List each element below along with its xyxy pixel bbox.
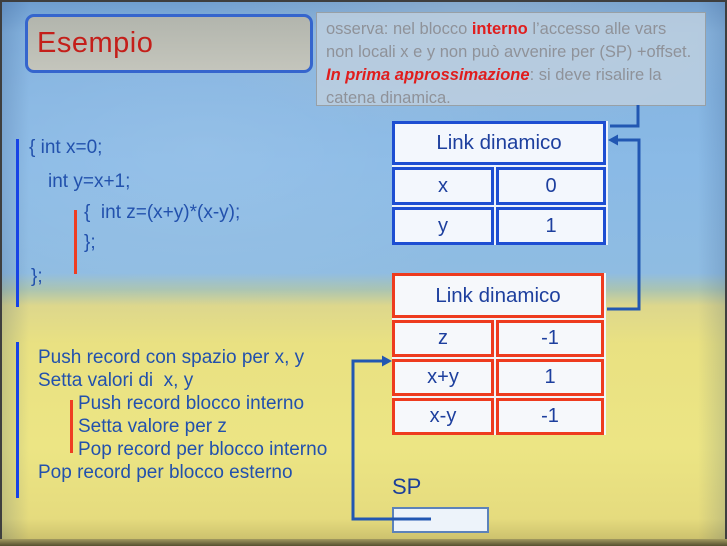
inner-table-var-z: z: [392, 320, 494, 357]
inner-table-val-xpy: 1: [496, 359, 604, 396]
outer-scope-bar: [16, 139, 19, 307]
steps-inner-scope-bar: [70, 400, 73, 453]
note-highlight-approssimazione: In prima approssimazione: [326, 66, 530, 84]
note-text-1: osserva: nel blocco: [326, 20, 472, 38]
inner-table-val-z: -1: [496, 320, 604, 357]
step-line-6: Pop record per blocco esterno: [38, 462, 293, 483]
outer-table-val-y: 1: [496, 207, 606, 245]
inner-table-var-xmy: x-y: [392, 398, 494, 435]
outer-table-header: Link dinamico: [392, 121, 606, 165]
sp-register-label: SP: [392, 474, 422, 499]
note-text-3: : si deve risalire la catena dinamica.: [326, 66, 662, 107]
note-text-2: l’accesso alle vars non locali x e y non può avvenire per (SP) +offset.: [326, 20, 692, 61]
inner-table-val-xmy: -1: [496, 398, 604, 435]
step-line-4: Setta valore per z: [78, 416, 227, 437]
note-highlight-interno: interno: [471, 20, 528, 38]
outer-table-var-x: x: [392, 167, 494, 205]
step-line-3: Push record blocco interno: [78, 393, 305, 414]
step-line-1: Push record con spazio per x, y: [38, 347, 305, 368]
code-line-4: };: [84, 232, 96, 253]
inner-table-header: Link dinamico: [392, 273, 604, 318]
arrowhead-into-outer-table-icon: [608, 135, 618, 146]
inner-record-table: [392, 273, 606, 435]
step-line-2: Setta valori di x, y: [38, 370, 194, 391]
sp-register-box: [392, 507, 489, 533]
inner-scope-bar: [74, 210, 77, 274]
outer-table-var-y: y: [392, 207, 494, 245]
outer-record-table: [392, 121, 608, 245]
code-line-3: { int z=(x+y)*(x-y);: [84, 202, 241, 223]
inner-table-var-xpy: x+y: [392, 359, 494, 396]
bottom-edge-strip: [0, 539, 727, 546]
arrowhead-into-inner-table-icon: [382, 356, 392, 367]
step-line-5: Pop record per blocco interno: [78, 439, 328, 460]
inner-to-outer-link-connector: [607, 140, 639, 309]
code-line-1: { int x=0;: [29, 137, 103, 158]
annotation-box: [316, 12, 706, 106]
note-to-outer-connector: [610, 105, 638, 126]
steps-outer-scope-bar: [16, 342, 19, 498]
page-title: Esempio: [37, 27, 154, 59]
code-line-2: int y=x+1;: [48, 171, 131, 192]
code-line-5: };: [31, 266, 43, 287]
outer-table-val-x: 0: [496, 167, 606, 205]
